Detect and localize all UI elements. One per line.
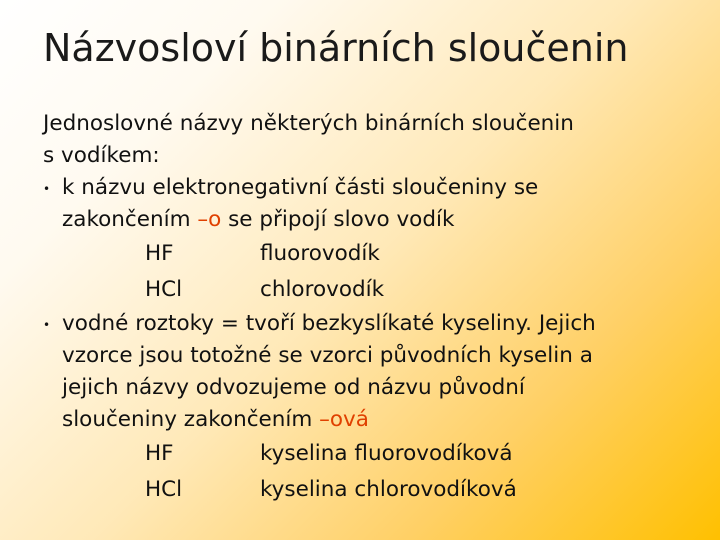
bullet-2-line-3: jejich názvy odvozujeme od názvu původní: [62, 375, 525, 400]
bullet-2-line-2: vzorce jsou totožné se vzorci původních kyselin a: [62, 343, 593, 368]
slide-title: Názvosloví binárních sloučenin: [43, 26, 629, 70]
name-kyselina-chlorovodikova: kyselina chlorovodíková: [260, 477, 517, 502]
name-kyselina-fluorovodikova: kyselina fluorovodíková: [260, 441, 513, 466]
bullet-marker: •: [43, 318, 51, 332]
bullet-2-line-4-prefix: sloučeniny zakončením: [62, 407, 320, 432]
formula-hcl: HCl: [145, 477, 183, 502]
bullet-2-line-1: vodné roztoky = tvoří bezkyslíkaté kyseliny. Jejich: [62, 311, 596, 336]
bullet-1-line-2-rest: se připojí slovo vodík: [221, 207, 455, 232]
formula-hf: HF: [145, 441, 174, 466]
intro-line-2: s vodíkem:: [43, 143, 160, 168]
bullet-1-line-1: k názvu elektronegativní části sloučeniny se: [62, 175, 539, 200]
formula-hcl: HCl: [145, 277, 183, 302]
bullet-marker: •: [43, 182, 51, 196]
compound-pair-1: [43, 236, 703, 272]
suffix-ova-highlight: –ová: [319, 407, 369, 432]
intro-line-1: Jednoslovné názvy některých binárních sloučenin: [43, 111, 574, 136]
bullet-1-line-2: [62, 204, 703, 236]
bullet-item-1: [43, 172, 703, 236]
formula-hf: HF: [145, 241, 174, 266]
compound-pair-4: [43, 472, 703, 508]
bullet-item-2: [43, 308, 703, 436]
bullet-2-line-4: [62, 404, 703, 436]
slide-body: [43, 108, 703, 508]
compound-pair-2: [43, 272, 703, 308]
name-fluorovodik: fluorovodík: [260, 241, 380, 266]
name-chlorovodik: chlorovodík: [260, 277, 385, 302]
bullet-1-line-2-prefix: zakončením: [62, 207, 198, 232]
compound-pair-3: [43, 436, 703, 472]
suffix-o-highlight: –o: [197, 207, 222, 232]
